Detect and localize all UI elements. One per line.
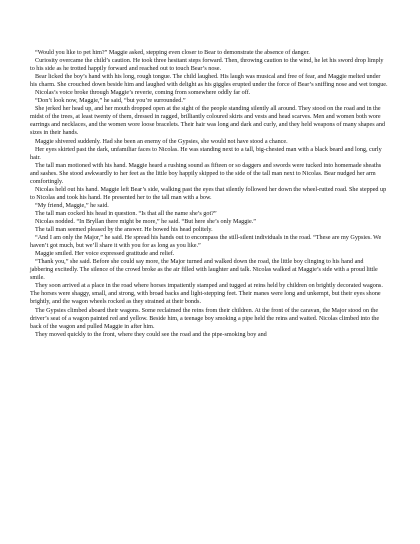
body-text bbox=[30, 49, 388, 339]
paragraph: “And I am only the Major,” he said. He spread his hands out to encompass the still-silent individuals in the road. “These are my Gypsies. We haven’t got much, but we’ll share it with you for as long as you like.” bbox=[30, 235, 382, 250]
paragraph: “Would you like to pet him?” Maggie asked, stepping even closer to Bear to demonstrate the absence of danger. bbox=[35, 50, 310, 56]
paragraph: Maggie shivered suddenly. Had she been an enemy of the Gypsies, she would not have stood a chance. bbox=[35, 138, 288, 145]
paragraph: The tall man seemed pleased by the answer. He bowed his head politely. bbox=[35, 227, 213, 234]
paragraph: Curiosity overcame the child’s caution. He took three hesitant steps forward. Then, throwing caution to the wind, he let his sword drop limply to his side as he trotted happily forward and reached out to touch Bear’s nose. bbox=[30, 58, 384, 73]
paragraph: Bear licked the boy’s hand with his long, rough tongue. The child laughed. His laugh was musical and free of fear, and Maggie melted under his charm. She crouched down beside him and laughed with delight as his giggles erupted under the force of Bear’s sniffing nose and wet tongue. bbox=[30, 74, 388, 89]
paragraph: Her eyes skirted past the dark, unfamiliar faces to Nicolas. He was standing next to a tall, big-chested man with a black beard and long, curly hair. bbox=[30, 146, 382, 161]
paragraph: She jerked her head up, and her mouth dropped open at the sight of the people standing silently all around. They stood on the road and in the midst of the trees, at least twenty of them, dressed in ragged, brilliantly coloured skirts and vests and head scarves. Men and women both wore earrings and necklaces, and the women wore loose bracelets. Their hair was long and dark and curly, and they held weapons of many shapes and sizes in their hands. bbox=[30, 106, 386, 137]
paragraph: Nicolas held out his hand. Maggie left Bear’s side, walking past the eyes that silently followed her down the wheel-rutted road. She stepped up to Nicolas and took his hand. He presented her to the tall man with a bow. bbox=[30, 186, 387, 201]
paragraph: Maggie smiled. Her voice expressed gratitude and relief. bbox=[35, 251, 175, 258]
paragraph: “My friend, Maggie,” he said. bbox=[35, 202, 109, 209]
paragraph: “Thank you,” she said. Before she could say more, the Major turned and walked down the road, the little boy clinging to his hand and jabbering excitedly. The silence of the crowd broke as the air filled with laughter and talk. Nicolas walked at Maggie’s side with a proud little smile. bbox=[30, 259, 378, 282]
paragraph: “Don’t look now, Maggie,” he said, “but you’re surrounded.” bbox=[35, 98, 186, 105]
paragraph: The tall man motioned with his hand. Maggie heard a rushing sound as fifteen or so daggers and swords were tucked into homemade sheaths and sashes. She stood awkwardly to her feet as the little boy happily skipped to the side of the tall man next to Nicolas. Bear nudged her arm comfortingly. bbox=[30, 162, 382, 185]
paragraph: The Gypsies climbed aboard their wagons. Some reclaimed the reins from their children. At the front of the caravan, the Major stood on the driver’s seat of a wagon painted red and yellow. Beside him, a teenage boy smoking a pipe held the reins and waited. Nicolas climbed into the back of the wagon and pulled Maggie in after him. bbox=[30, 307, 380, 330]
paragraph: Nicolas nodded. “In Bryllan there might be more,” he said. “But here she’s only Maggie.” bbox=[35, 218, 256, 225]
paragraph: They soon arrived at a place in the road where horses impatiently stamped and tugged at reins held by children on brightly decorated wagons. The horses were shaggy, small, and strong, with broad backs and light-stepping feet. Their manes were long and unkempt, but their eyes shone brightly, and the wagon wheels rocked as they strained at their bonds. bbox=[30, 283, 383, 306]
paragraph: The tall man cocked his head in question. “Is that all the name she’s got?” bbox=[35, 210, 217, 217]
paragraph: They moved quickly to the front, where they could see the road and the pipe-smoking boy and bbox=[35, 331, 267, 338]
paragraph: Nicolas’s voice broke through Maggie’s reverie, coming from somewhere oddly far off. bbox=[35, 90, 251, 97]
